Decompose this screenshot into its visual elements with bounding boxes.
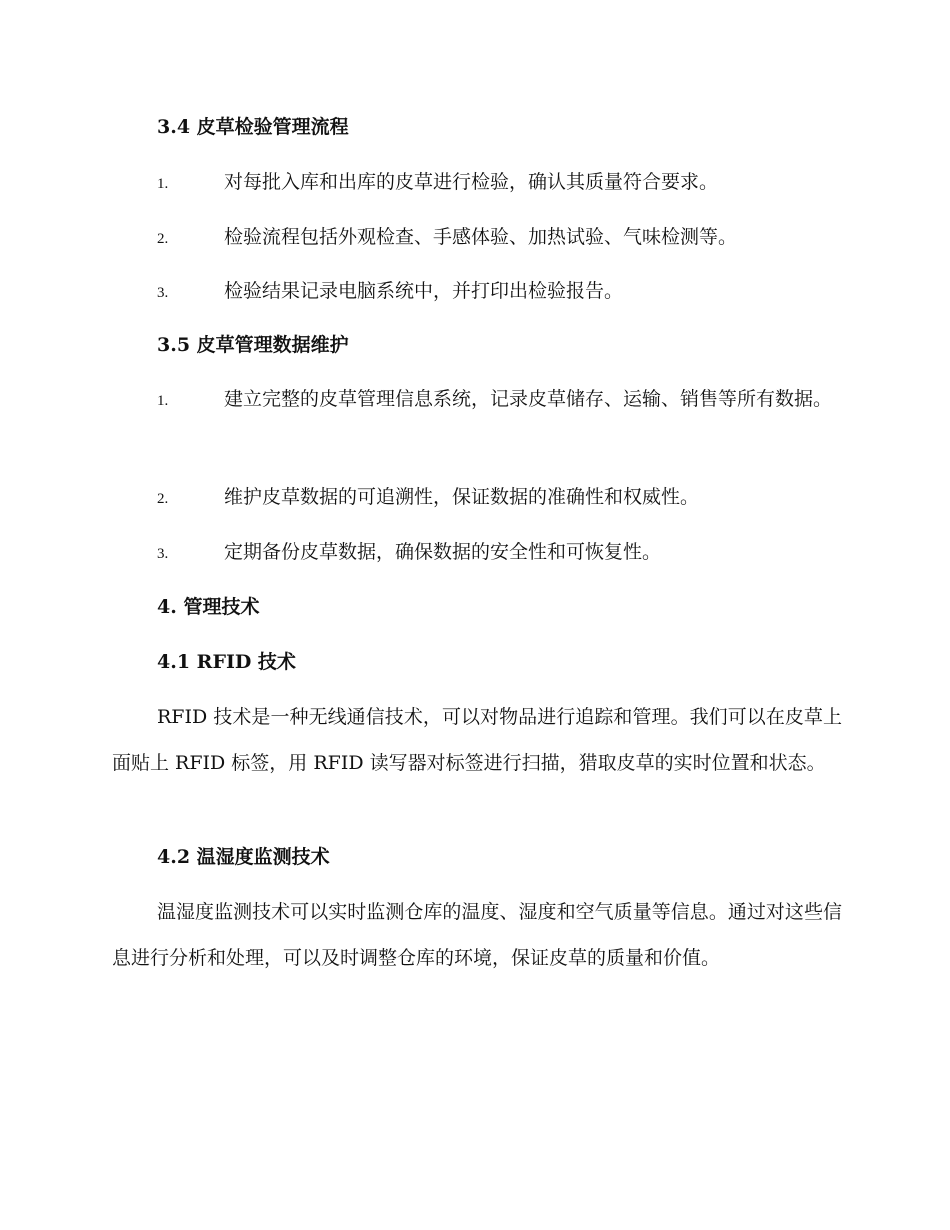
list-number: 1. [157, 176, 169, 192]
list-text: 检验结果记录电脑系统中，并打印出检验报告。 [224, 280, 624, 302]
list-item [112, 159, 842, 208]
list-item [112, 529, 842, 578]
list-number: 2. [157, 231, 169, 247]
list-item [112, 214, 842, 263]
list-item [112, 474, 842, 523]
section-3-5-heading: 3.5 皮草管理数据维护 [157, 334, 349, 356]
section-3-4-heading: 3.4 皮草检验管理流程 [157, 116, 349, 138]
list-number: 1. [157, 393, 169, 409]
list-number: 3. [157, 285, 169, 301]
section-4-2-paragraph: 温湿度监测技术可以实时监测仓库的温度、湿度和空气质量等信息。通过对这些信息进行分析和处理，可以及时调整仓库的环境，保证皮草的质量和价值。 [112, 901, 842, 969]
section-4-1-heading: 4.1 RFID 技术 [157, 651, 296, 673]
section-4-2-heading: 4.2 温湿度监测技术 [157, 846, 330, 868]
list-number: 3. [157, 546, 169, 562]
list-item [112, 268, 842, 317]
list-text: 建立完整的皮草管理信息系统，记录皮草储存、运输、销售等所有数据。 [224, 388, 833, 410]
list-text: 维护皮草数据的可追溯性，保证数据的准确性和权威性。 [224, 486, 700, 508]
list-number: 2. [157, 491, 169, 507]
list-text: 检验流程包括外观检查、手感体验、加热试验、气味检测等。 [224, 226, 738, 248]
section-4-1-paragraph: RFID 技术是一种无线通信技术，可以对物品进行追踪和管理。我们可以在皮草上面贴上 RFID 标签，用 RFID 读写器对标签进行扫描，猎取皮草的实时位置和状态。 [112, 706, 842, 774]
list-text: 对每批入库和出库的皮草进行检验，确认其质量符合要求。 [224, 171, 719, 193]
list-text: 定期备份皮草数据，确保数据的安全性和可恢复性。 [224, 541, 662, 563]
list-item [112, 378, 842, 422]
section-4-heading: 4. 管理技术 [157, 596, 260, 618]
